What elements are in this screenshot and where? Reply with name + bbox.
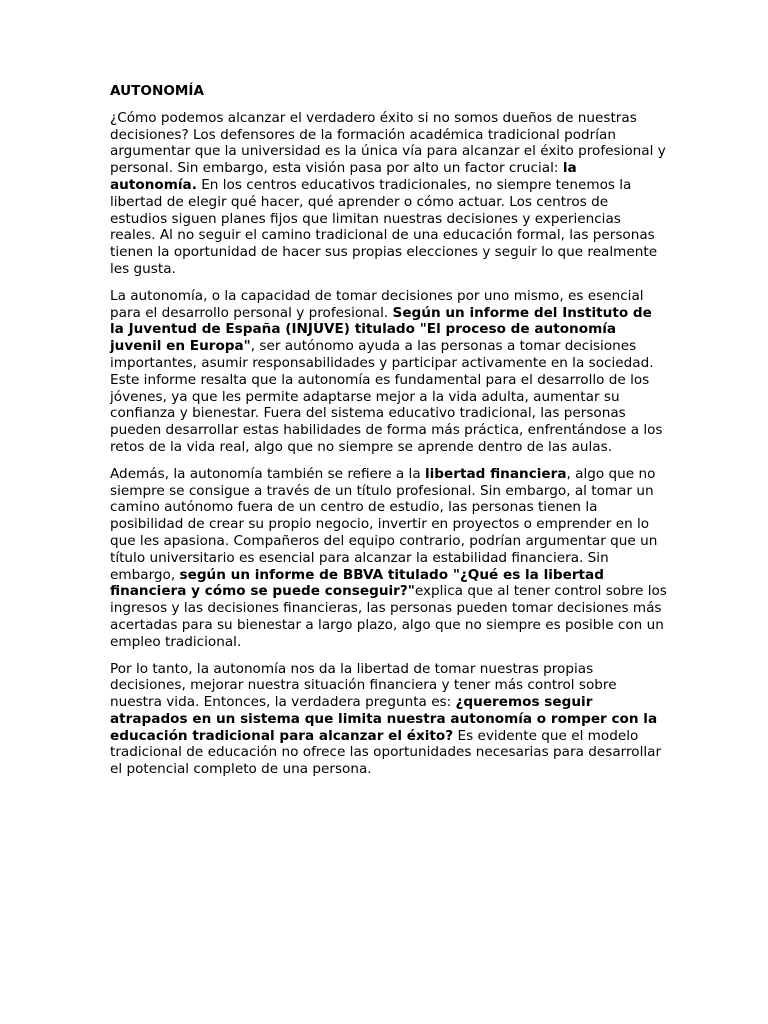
paragraph-text-run: , ser autónomo ayuda a las personas a tomar decisiones importantes, asumir responsabilidades y participar activamente en la sociedad. Este informe resalta que la autonomía es fundamental para el desarrollo de los jóvenes, ya que les permite adaptarse mejor a la vida adulta, aumentar su confianza y bienestar. Fuera del sistema educativo tradicional, las personas pueden desarrollar estas habilidades de forma más práctica, enfrentándose a los retos de la vida real, algo que no siempre se aprende dentro de las aulas. xyxy=(110,338,663,455)
paragraph-bold-run: Según un informe del Instituto de la Juventud de España (INJUVE) titulado "El proceso de autonomía juvenil en Europa" xyxy=(110,304,652,355)
paragraph-text-run: Es evidente que el modelo tradicional de educación no ofrece las oportunidades necesarias para desarrollar el potencial completo de una persona. xyxy=(110,727,662,778)
paragraph-text-run: explica que al tener control sobre los ingresos y las decisiones financieras, las personas pueden tomar decisiones más acertadas para su bienestar a largo plazo, algo que no siempre es posible con un empleo tradicional. xyxy=(110,583,667,650)
paragraph-text-run: La autonomía, o la capacidad de tomar decisiones por uno mismo, es esencial para el desarrollo personal y profesional. xyxy=(110,287,644,321)
paragraph-3 xyxy=(110,466,668,651)
paragraph-bold-run: libertad financiera xyxy=(424,465,567,482)
paragraph-4 xyxy=(110,661,668,779)
paragraph-1 xyxy=(110,110,668,278)
paragraph-bold-run: según un informe de BBVA titulado "¿Qué es la libertad financiera y cómo se puede conseguir?" xyxy=(110,566,604,600)
paragraph-text-run: , algo que no siempre se consigue a través de un título profesional. Sin embargo, al tomar un camino autónomo fuera de un centro de estudio, las personas tienen la posibilidad de crear su propio negocio, invertir en proyectos o emprender en lo que les apasiona. Compañeros del equipo contrario, podrían argumentar que un título universitario es esencial para alcanzar la estabilidad financiera. Sin embargo, xyxy=(110,465,658,583)
paragraph-text-run: Por lo tanto, la autonomía nos da la libertad de tomar nuestras propias decisiones, mejorar nuestra situación financiera y tener más control sobre nuestra vida. Entonces, la verdadera pregunta es: xyxy=(110,660,617,711)
paragraph-text-run: En los centros educativos tradicionales, no siempre tenemos la libertad de elegir qué hacer, qué aprender o cómo actuar. Los centros de estudios siguen planes fijos que limitan nuestras decisiones y experiencias reales. Al no seguir el camino tradicional de una educación formal, las personas tienen la oportunidad de hacer sus propias elecciones y seguir lo que realmente les gusta. xyxy=(110,176,658,277)
paragraph-text-run: ¿Cómo podemos alcanzar el verdadero éxito si no somos dueños de nuestras decisiones? Los defensores de la formación académica tradicional podrían argumentar que la universidad es la única vía para alcanzar el éxito profesional y personal. Sin embargo, esta visión pasa por alto un factor crucial: xyxy=(110,109,666,177)
paragraph-bold-run: la autonomía. xyxy=(110,160,577,193)
document-title: AUTONOMÍA xyxy=(110,83,205,99)
paragraph-2 xyxy=(110,288,668,456)
paragraph-text-run: Además, la autonomía también se refiere a la xyxy=(110,465,425,482)
paragraph-bold-run: ¿queremos seguir atrapados en un sistema que limita nuestra autonomía o romper con la educación tradicional para alcanzar el éxito? xyxy=(110,694,658,744)
